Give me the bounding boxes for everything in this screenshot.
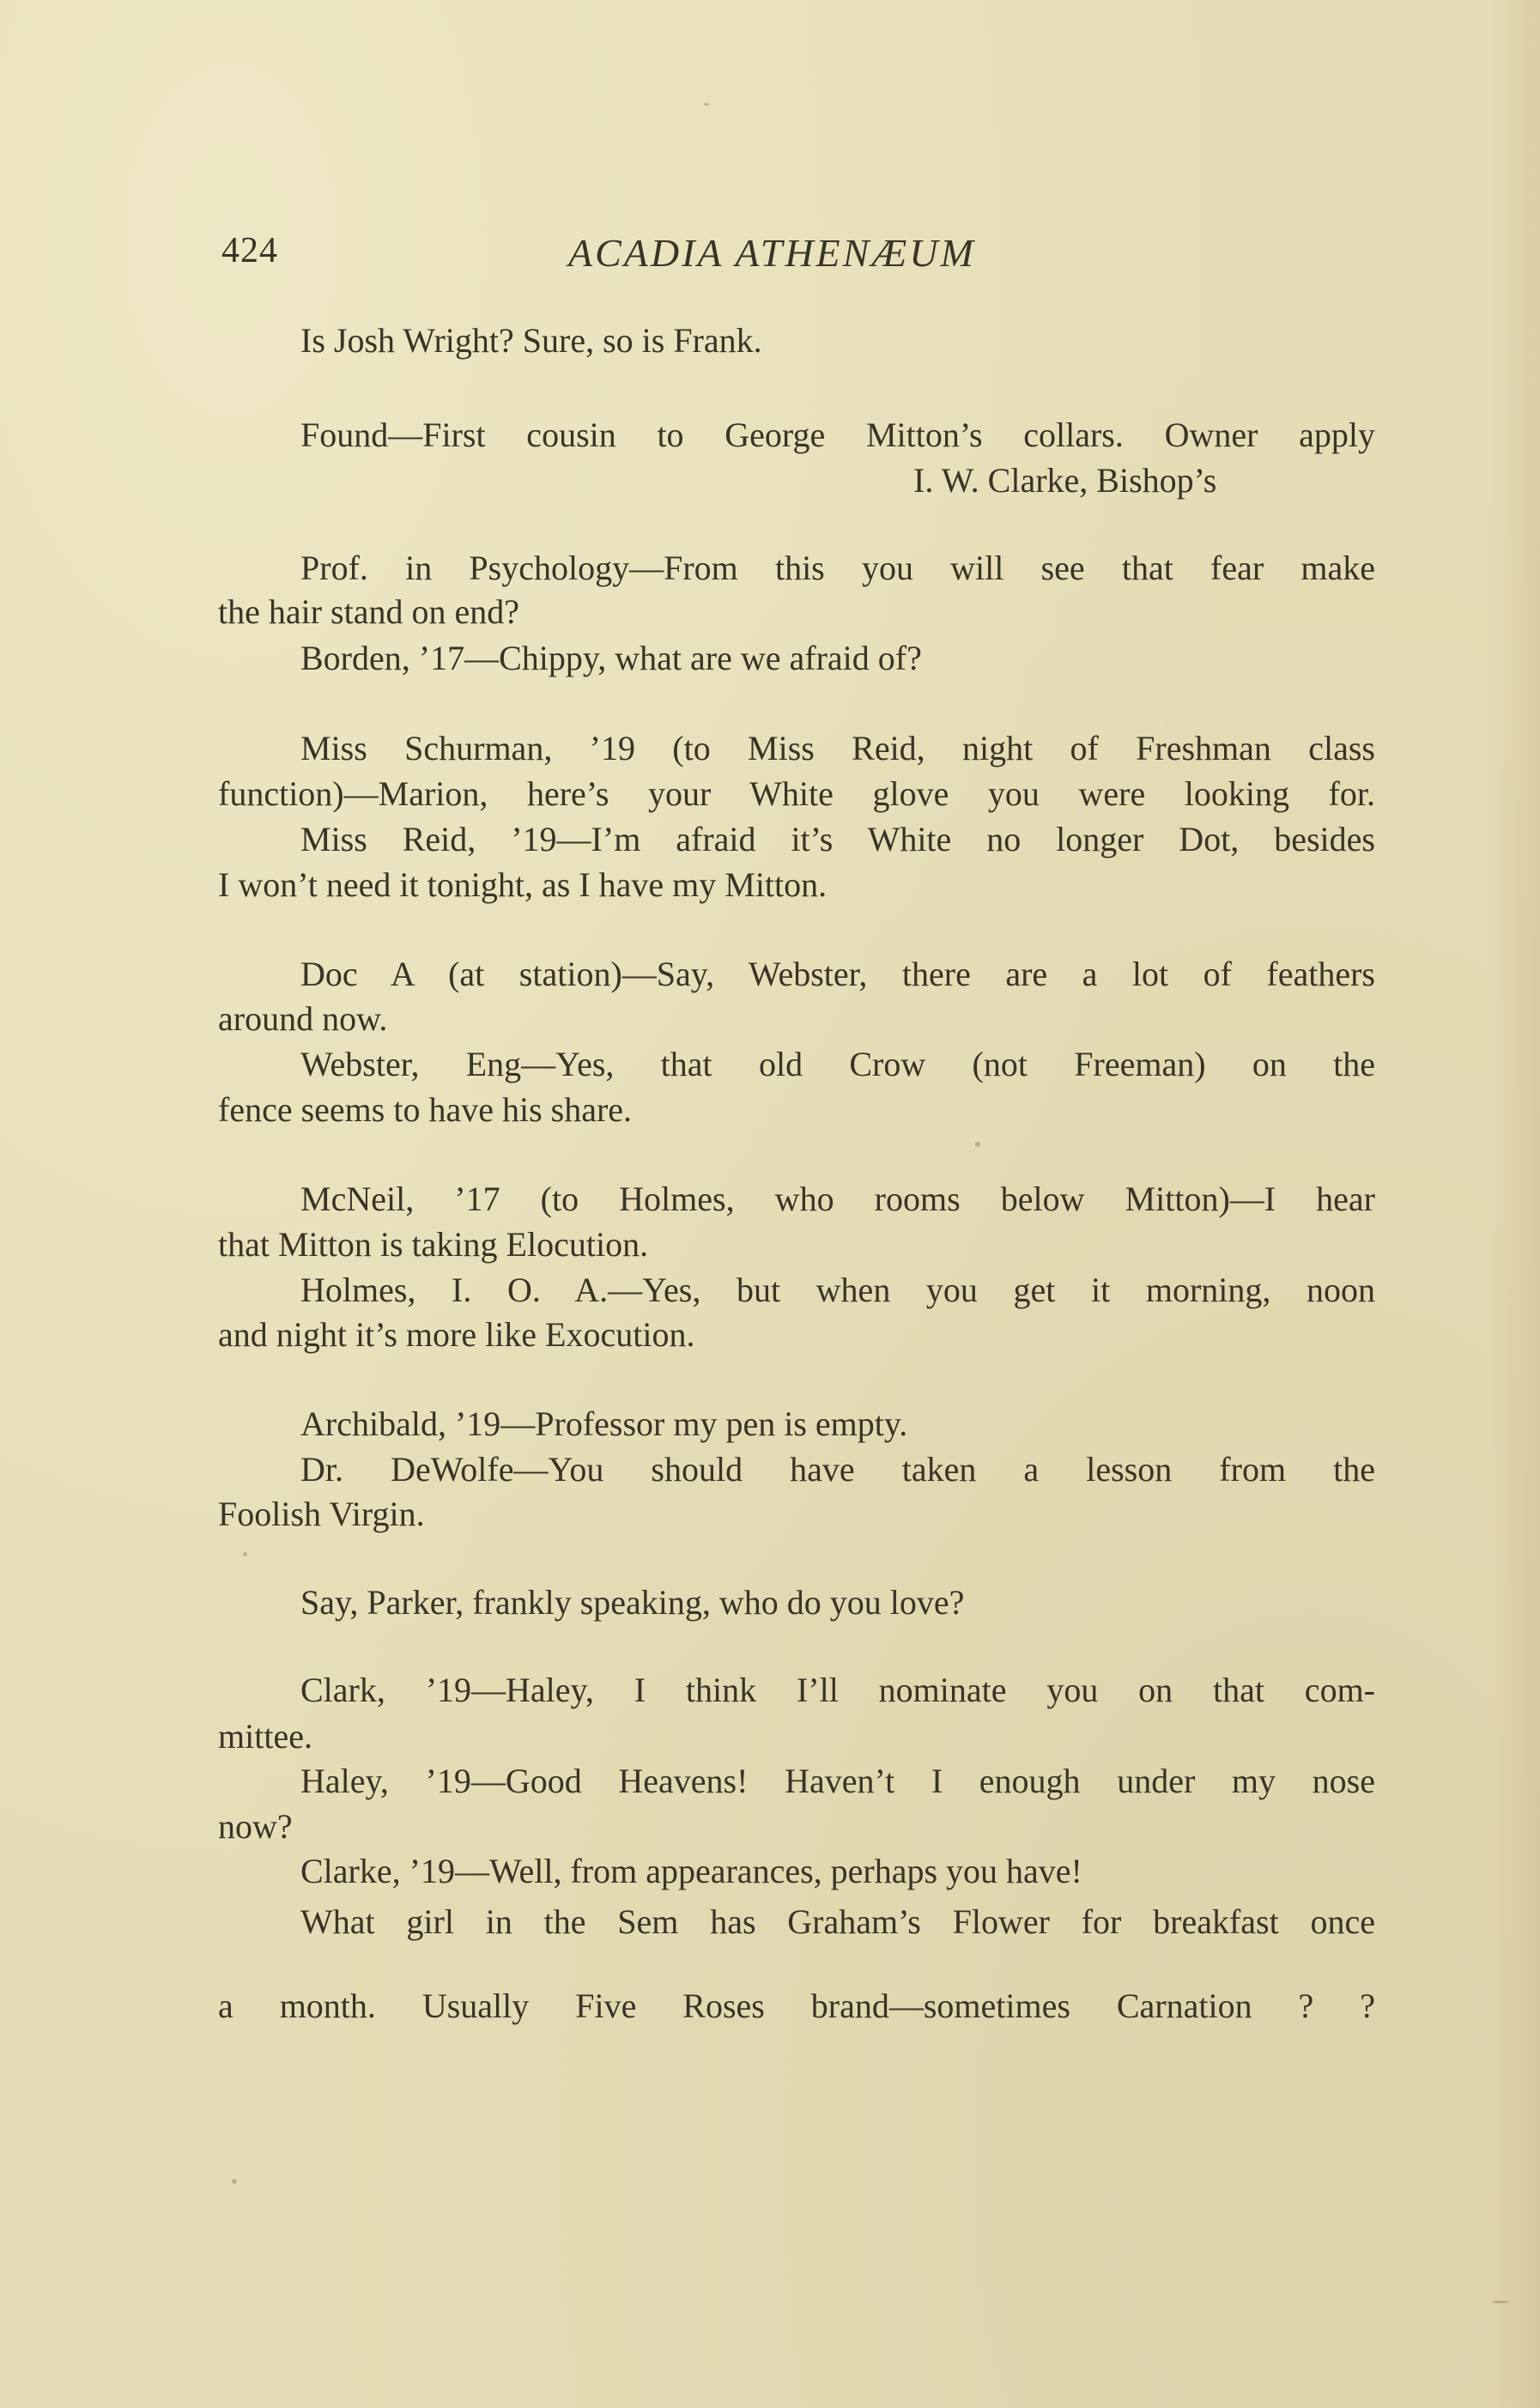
text-line: around now. xyxy=(218,999,388,1038)
text-line: Foolish Virgin. xyxy=(218,1495,425,1533)
text-line: Say, Parker, frankly speaking, who do you love? xyxy=(300,1583,965,1622)
text-line: the hair stand on end? xyxy=(218,592,519,631)
text-line: Haley, ’19—Good Heavens! Haven’t I enough under my nose xyxy=(300,1762,1375,1800)
paper-speck xyxy=(1492,2301,1509,2303)
paper-speck xyxy=(704,103,709,106)
text-line: a month. Usually Five Roses brand—sometimes Carnation ? ? xyxy=(218,1986,1375,2025)
page-header xyxy=(221,230,1376,282)
text-line: Archibald, ’19—Professor my pen is empty. xyxy=(300,1404,908,1443)
text-line: Prof. in Psychology—From this you will see that fear make xyxy=(300,549,1375,587)
text-line: that Mitton is taking Elocution. xyxy=(218,1225,649,1264)
text-line: Miss Reid, ’19—I’m afraid it’s White no longer Dot, besides xyxy=(300,820,1375,858)
page-number: 424 xyxy=(221,231,278,270)
text-line: Dr. DeWolfe—You should have taken a lesson from the xyxy=(300,1450,1375,1489)
running-head: ACADIA ATHENÆUM xyxy=(568,231,976,275)
text-line: Clark, ’19—Haley, I think I’ll nominate you on that com- xyxy=(300,1671,1375,1709)
text-line: now? xyxy=(218,1807,293,1846)
text-line: Is Josh Wright? Sure, so is Frank. xyxy=(300,321,762,360)
paper-speck xyxy=(243,1552,247,1556)
text-line: Holmes, I. O. A.—Yes, but when you get it morning, noon xyxy=(300,1271,1375,1309)
paper-speck xyxy=(232,2179,237,2184)
text-line: Doc A (at station)—Say, Webster, there are a lot of feathers xyxy=(300,955,1375,993)
text-line: mittee. xyxy=(218,1717,312,1756)
paper-speck xyxy=(975,1142,980,1147)
text-line: Miss Schurman, ’19 (to Miss Reid, night of Freshman class xyxy=(300,729,1375,767)
text-line: Clarke, ’19—Well, from appearances, perhaps you have! xyxy=(300,1852,1082,1890)
text-line: I. W. Clarke, Bishop’s xyxy=(913,461,1217,500)
text-line: Borden, ’17—Chippy, what are we afraid of? xyxy=(300,639,922,677)
text-line: function)—Marion, here’s your White glove you were looking for. xyxy=(218,774,1375,813)
text-line: Webster, Eng—Yes, that old Crow (not Freeman) on the xyxy=(300,1045,1375,1083)
text-line: McNeil, ’17 (to Holmes, who rooms below Mitton)—I hear xyxy=(300,1180,1375,1218)
text-line: What girl in the Sem has Graham’s Flower for breakfast once xyxy=(300,1902,1375,1941)
page-edge-shading xyxy=(1488,0,1540,2408)
text-line: Found—First cousin to George Mitton’s collars. Owner apply xyxy=(300,415,1375,454)
text-line: fence seems to have his share. xyxy=(218,1090,633,1129)
text-line: I won’t need it tonight, as I have my Mitton. xyxy=(218,865,828,904)
text-line: and night it’s more like Exocution. xyxy=(218,1315,695,1354)
